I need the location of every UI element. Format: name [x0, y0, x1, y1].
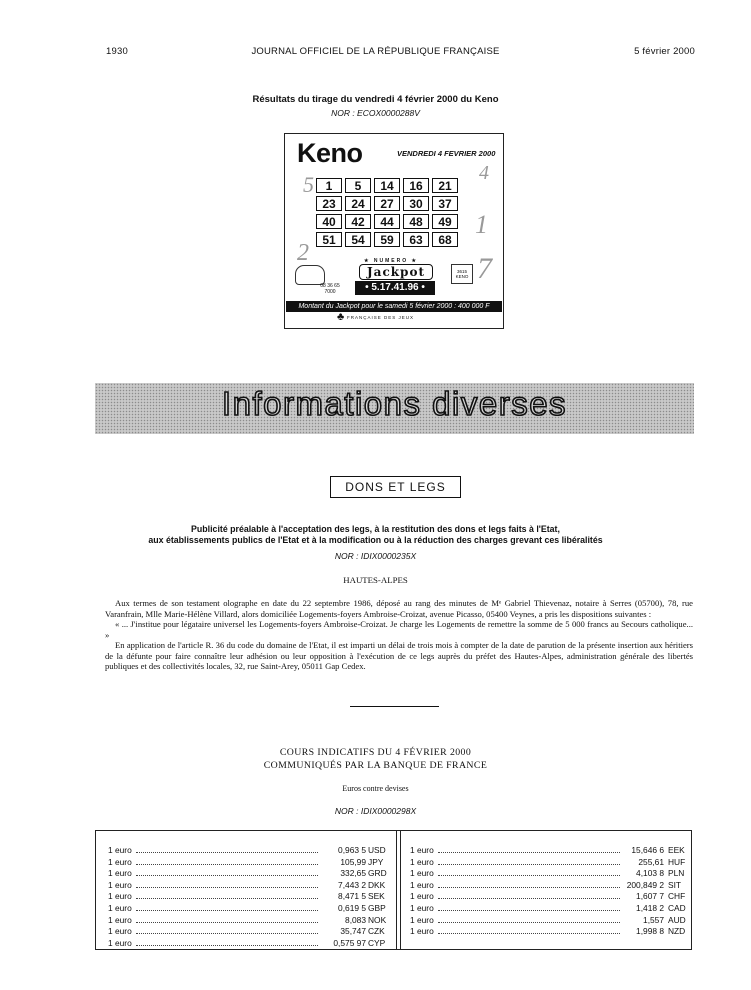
rate-value: 15,646 6	[631, 845, 664, 855]
table-row	[108, 938, 386, 950]
legacy-notice	[105, 598, 693, 672]
currency-code: JPY	[368, 856, 384, 867]
cours-nor: NOR : IDIX0000298X	[334, 806, 417, 816]
keno-number: 54	[345, 232, 371, 247]
dons-heading-line1: Publicité préalable à l'acceptation des legs, à la restitution des dons et legs faits à l'Etat,	[191, 524, 560, 534]
dot-leader	[136, 875, 318, 876]
decorative-digit-icon: 7	[477, 252, 492, 285]
rate-label: 1 euro	[410, 902, 434, 913]
table-row	[410, 891, 686, 903]
page-number: 1930	[106, 46, 128, 57]
currency-code: NOK	[368, 914, 387, 925]
keno-card-date: VENDREDI 4 FEVRIER 2000	[397, 149, 496, 158]
table-row	[108, 915, 386, 927]
clover-logo-icon: ♣	[337, 311, 345, 323]
keno-number: 59	[374, 232, 400, 247]
rate-label: 1 euro	[108, 937, 132, 948]
currency-code: AUD	[668, 914, 686, 925]
keno-grid-row	[316, 178, 470, 193]
rate-value: 0,963 5	[338, 845, 366, 855]
currency-code: EEK	[668, 845, 685, 855]
keno-card	[284, 133, 504, 329]
table-row	[108, 903, 386, 915]
rate-label: 1 euro	[410, 879, 434, 890]
currency-code: NZD	[668, 926, 686, 937]
dot-leader	[438, 910, 620, 911]
keno-number: 24	[345, 196, 371, 211]
currency-code: CAD	[668, 902, 686, 913]
dot-leader	[136, 945, 318, 946]
rate-label: 1 euro	[108, 845, 132, 855]
currency-code: HUF	[668, 856, 686, 867]
dons-nor: NOR : IDIX0000235X	[334, 551, 417, 561]
section-banner	[95, 383, 694, 434]
keno-number: 42	[345, 214, 371, 229]
currency-code: GRD	[368, 868, 387, 879]
rate-value: 1,418 2	[636, 902, 664, 913]
keno-number: 5	[345, 178, 371, 193]
dot-leader	[136, 852, 318, 853]
currency-code: SEK	[368, 891, 385, 902]
phone-icon	[295, 265, 325, 285]
rate-value: 332,65	[340, 868, 366, 879]
rate-label: 1 euro	[410, 891, 434, 902]
currency-code: DKK	[368, 879, 386, 890]
jackpot-amount-band: Montant du Jackpot pour le samedi 5 février 2000 : 400 000 F	[286, 301, 502, 312]
issue-date: 5 février 2000	[634, 46, 695, 57]
table-row	[410, 926, 686, 938]
table-row	[410, 868, 686, 880]
table-row	[108, 868, 386, 880]
table-row	[410, 880, 686, 892]
rate-value: 255,61	[638, 856, 664, 867]
currency-code: CHF	[668, 891, 686, 902]
keno-title: Résultats du tirage du vendredi 4 février 2000 du Keno	[252, 94, 499, 105]
rate-value: 1,607 7	[636, 891, 664, 902]
rate-label: 1 euro	[108, 879, 132, 890]
keno-grid-row	[316, 214, 470, 229]
cours-subtitle: Euros contre devises	[342, 784, 409, 793]
currency-code: PLN	[668, 868, 685, 879]
minitel-icon	[451, 264, 473, 284]
dot-leader	[136, 933, 318, 934]
rate-value: 1,557	[643, 914, 664, 925]
keno-grid-row	[316, 232, 470, 247]
rate-label: 1 euro	[410, 868, 434, 879]
dons-heading-line2: aux établissements publics de l'Etat et à la modification ou à la réduction des charges grevant ces libéralités	[148, 535, 603, 545]
dot-leader	[438, 864, 620, 865]
keno-number: 27	[374, 196, 400, 211]
rates-column-left	[108, 845, 386, 949]
dot-leader	[136, 864, 318, 865]
fdj-logo-text: FRANÇAISE DES JEUX	[347, 315, 415, 320]
dot-leader	[136, 910, 318, 911]
decorative-digit-icon: 2	[297, 240, 309, 266]
section-separator	[350, 706, 439, 707]
keno-number: 37	[432, 196, 458, 211]
table-row	[108, 880, 386, 892]
notice-paragraph: « ... J'institue pour légataire universel les Logements-foyers Ambroise-Croizat. Je charge les Logements de remettre la somme de 5 000 francs au Secours catholique... »	[105, 619, 693, 640]
keno-number: 63	[403, 232, 429, 247]
jackpot-number: • 5.17.41.96 •	[355, 281, 435, 295]
keno-number: 30	[403, 196, 429, 211]
table-row	[108, 857, 386, 869]
keno-logo: Keno	[297, 138, 363, 168]
rate-label: 1 euro	[410, 914, 434, 925]
dot-leader	[438, 875, 620, 876]
keno-number: 48	[403, 214, 429, 229]
table-row	[108, 891, 386, 903]
rate-value: 4,103 8	[636, 868, 664, 879]
notice-paragraph: Aux termes de son testament olographe en date du 22 septembre 1986, déposé au rang des minutes de Mᵉ Gabriel Thievenaz, notaire à Serres (05700), 78, rue Varanfrain, Mlle Marie-Hélène Villard, alors domiciliée Logements-foyers Ambroise-Croizat, avenue Picasso, 05400 Veynes, a pris les dispositions suivantes :	[105, 598, 693, 619]
journal-title: JOURNAL OFFICIEL DE LA RÉPUBLIQUE FRANÇAISE	[251, 46, 500, 57]
rate-value: 105,99	[340, 856, 366, 867]
jackpot-label: ★ NUMERO ★	[364, 258, 418, 264]
rate-value: 200,849 2	[626, 879, 664, 890]
rate-label: 1 euro	[108, 856, 132, 867]
decorative-digit-icon: 1	[475, 210, 488, 239]
currency-code: GBP	[368, 902, 386, 913]
dot-leader	[438, 852, 620, 853]
dot-leader	[438, 933, 620, 934]
rate-label: 1 euro	[410, 845, 434, 855]
dot-leader	[136, 898, 318, 899]
rate-value: 7,443 2	[338, 879, 366, 890]
table-row	[410, 915, 686, 927]
rate-value: 0,575 97	[333, 937, 366, 948]
decorative-digit-icon: 5	[303, 172, 314, 197]
table-row	[410, 857, 686, 869]
keno-grid-row	[316, 196, 470, 211]
region-heading: HAUTES-ALPES	[343, 575, 408, 585]
rate-value: 0,619 5	[338, 902, 366, 913]
keno-number: 49	[432, 214, 458, 229]
table-row	[108, 845, 386, 857]
section-banner-title: Informations diverses	[221, 385, 568, 422]
currency-code: CYP	[368, 937, 386, 948]
rate-value: 1,998 8	[636, 926, 664, 937]
minitel-text: 3615 KENO	[455, 269, 469, 279]
rate-label: 1 euro	[108, 926, 132, 937]
keno-nor: NOR : ECOX0000288V	[331, 108, 420, 118]
currency-code: CZK	[368, 926, 385, 937]
rate-value: 8,083	[345, 914, 366, 925]
dot-leader	[438, 898, 620, 899]
rates-column-right	[410, 845, 686, 938]
dot-leader	[438, 922, 620, 923]
cours-title-line1: COURS INDICATIFS DU 4 FÉVRIER 2000	[279, 747, 472, 758]
rate-value: 8,471 5	[338, 891, 366, 902]
rate-label: 1 euro	[410, 926, 434, 937]
keno-number: 1	[316, 178, 342, 193]
table-row	[410, 903, 686, 915]
phone-number: 08 36 65 7000	[320, 283, 340, 295]
keno-number: 68	[432, 232, 458, 247]
rate-label: 1 euro	[108, 868, 132, 879]
table-row	[410, 845, 686, 857]
cours-title-line2: COMMUNIQUÉS PAR LA BANQUE DE FRANCE	[263, 760, 488, 771]
dot-leader	[136, 922, 318, 923]
decorative-digit-icon: 4	[479, 162, 489, 184]
table-row	[108, 926, 386, 938]
rate-label: 1 euro	[410, 856, 434, 867]
notice-paragraph: En application de l'article R. 36 du code du domaine de l'Etat, il est imparti un délai de trois mois à compter de la date de parution de la présente insertion aux héritiers de la défunte pour faire connaître leur adhésion ou leur opposition à l'exécution de ce legs auprès du préfet des Hautes-Alpes, administration générale des libertés publiques et des collectivités locales, 32, rue Saint-Arey, 05011 Gap Cedex.	[105, 640, 693, 671]
jackpot-title: Jackpot	[359, 264, 433, 280]
keno-number: 44	[374, 214, 400, 229]
currency-code: SIT	[668, 879, 682, 890]
rate-label: 1 euro	[108, 891, 132, 902]
dot-leader	[438, 887, 620, 888]
dot-leader	[136, 887, 318, 888]
rate-label: 1 euro	[108, 902, 132, 913]
keno-number: 16	[403, 178, 429, 193]
rate-label: 1 euro	[108, 914, 132, 925]
table-column-divider	[396, 831, 401, 949]
rate-value: 35,747	[340, 926, 366, 937]
currency-code: USD	[368, 845, 386, 855]
keno-number: 14	[374, 178, 400, 193]
dons-et-legs-box: DONS ET LEGS	[330, 476, 461, 498]
keno-number: 40	[316, 214, 342, 229]
keno-number: 51	[316, 232, 342, 247]
keno-number-grid	[316, 178, 470, 250]
keno-number: 23	[316, 196, 342, 211]
exchange-rate-table	[95, 830, 692, 950]
keno-number: 21	[432, 178, 458, 193]
